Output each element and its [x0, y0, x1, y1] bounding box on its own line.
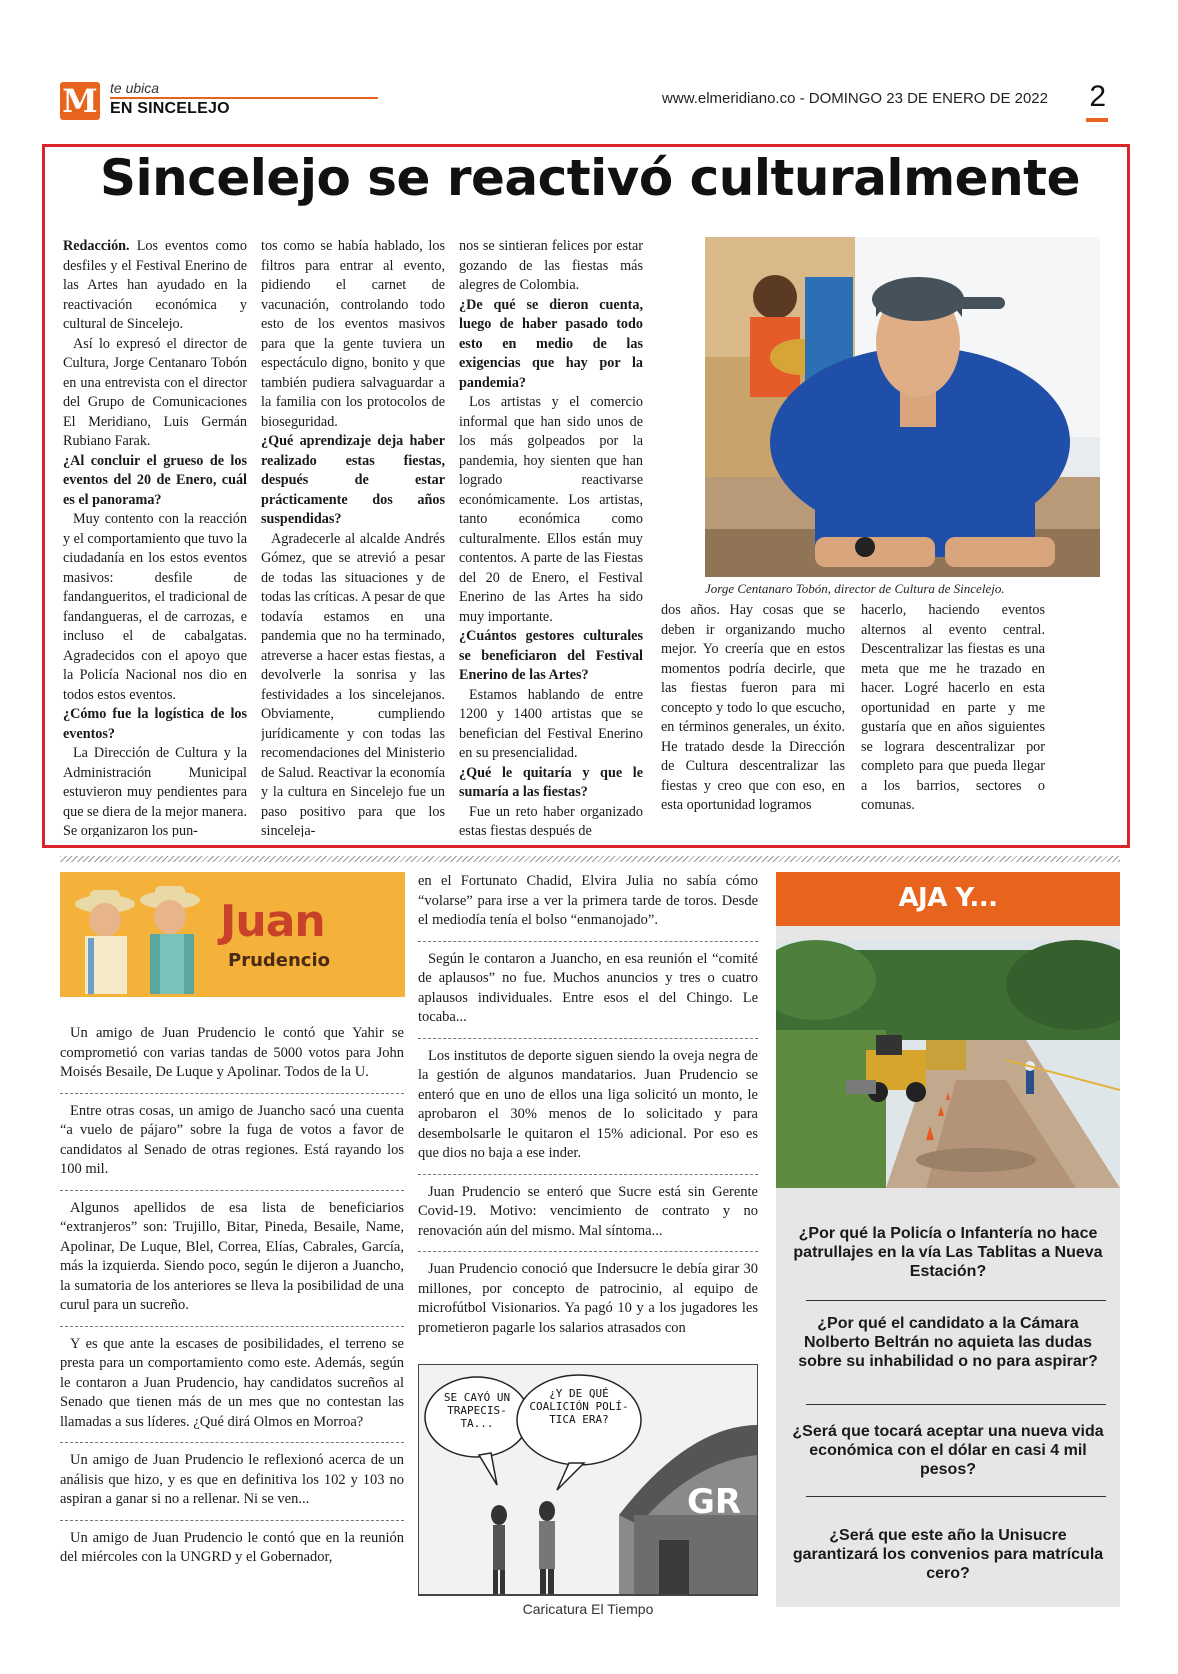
interview-question: ¿Qué aprendizaje deja haber realizado estas fiestas, después de estar prácticamente dos años suspendidas?: [261, 433, 445, 527]
gossip-item: Algunos apellidos de esa lista de beneficiarios “extranjeros” son: Trujillo, Bitar, Pineda, Besaile, Name, Apolinar, De Luque, Blel, Correa, Elías, Cabrales, García, más la izquierda. Siendo poco, según le dijeron a Juancho, la sumatoria de los anteriores se lleva la posibilidad de una curul para un sucreño.: [60, 1191, 404, 1327]
featured-article: [42, 144, 1130, 848]
cartoon-art: [419, 1365, 758, 1596]
gossip-item: Y es que ante la escases de posibilidades, el terreno se presta para un comportamiento como este. Además, según le contaron a Juan Prudencio, hay candidatos sucreños al Senado que tienen más de un mes que no contestan las llamadas a sus líderes. ¿Qué dirá Olmos en Morroa?: [60, 1327, 404, 1444]
article-paragraph: hacerlo, haciendo eventos alternos al evento central. Descentralizar las fiestas es una meta que me he trazado en hacer. Logré hacerlo en esta oportunidad en parte y me gustaría que en años siguientes se lograra descentralizar por completo para que pueda llegar a los barrios, sectores o comunas.: [861, 602, 1045, 813]
question-separator: [806, 1300, 1106, 1301]
sidebar-question: ¿Será que este año la Unisucre garantizará los convenios para matrícula cero?: [792, 1527, 1104, 1582]
sidebar-title: AJA Y...: [776, 872, 1120, 926]
column-title: Juan: [220, 896, 325, 947]
article-paragraph: Los artistas y el comercio informal que han sido unos de los más golpeados por la pandemia, hoy sienten que han logrado reactivarse económicamente. Los artistas, tanto económica como culturalmente. Ellos están muy contentos. A parte de las Fiestas del 20 de Enero, el Festival Enerino de las Artes ha sido muy importante.: [459, 394, 643, 625]
sidebar-question: ¿Por qué el candidato a la Cámara Nolberto Beltrán no aquieta las dudas sobre su inhabilidad o no para aspirar?: [798, 1315, 1098, 1370]
juan-prudencio-banner: [60, 872, 405, 997]
gossip-item: en el Fortunato Chadid, Elvira Julia no sabía cómo “volarse” para irse a ver la primera tarde de toros. Desde el mediodía tenía el bolso “enmanojado”.: [418, 864, 758, 942]
article-paragraph: Fue un reto haber organizado estas fiestas después de: [459, 803, 643, 837]
interview-question: ¿Qué le quitaría y que le sumaría a las fiestas?: [459, 764, 643, 800]
column-subtitle: Prudencio: [228, 950, 330, 971]
dateline: www.elmeridiano.co - DOMINGO 23 DE ENERO DE 2022: [662, 90, 1048, 107]
section-kicker: te ubica: [110, 80, 160, 96]
gossip-item: Juan Prudencio conoció que Indersucre le debía girar 30 millones, por concepto de patrocinio, al equipo de microfútbol Visionarios. Ya pagó 10 y a los jugadores les prometieron pagarle los salarios atrasados con: [418, 1261, 758, 1336]
gossip-item: Según le contaron a Juancho, en esa reunión el “comité de aplausos” no fue. Muchos anuncios y tres o cuatro aplausos individuales. Entre esos el del Chingo. Le tocaba...: [418, 942, 758, 1039]
editorial-cartoon[interactable]: [418, 1364, 758, 1596]
article-paragraph: dos años. Hay cosas que se deben ir organizando mucho mejor. Yo creería que en estos momentos podría decirle, que las fiestas fueron para mi concepto y todo lo que escucho, en términos generales, un éxito. He tratado desde la Dirección de Cultura descentralizar las fiestas y creo que con eso, en esta oportunidad logramos: [661, 602, 845, 813]
sidebar-question: ¿Será que tocará aceptar una nueva vida económica con el dólar en casi 4 mil pesos?: [792, 1423, 1104, 1478]
section-name: EN SINCELEJO: [110, 100, 230, 117]
article-column-2: [261, 237, 445, 837]
road-works-art: [776, 940, 1120, 1188]
interview-question: ¿Cómo fue la logística de los eventos?: [63, 706, 247, 742]
photo-caption: Jorge Centanaro Tobón, director de Cultura de Sincelejo.: [705, 581, 1005, 596]
interviewee-photo[interactable]: [705, 237, 1100, 577]
juan-prudencio-column-2: [418, 864, 758, 1348]
gossip-item: Un amigo de Juan Prudencio le contó que en la reunión del miércoles con la UNGRD y el Gobernador,: [60, 1529, 404, 1565]
interview-question: ¿Cuántos gestores culturales se beneficiaron del Festival Enerino de las Artes?: [459, 628, 643, 683]
article-paragraph: tos como se había hablado, los filtros para entrar al evento, pidiendo el carnet de vacunación, controlando todo esto de los eventos masivos para que la gente tuviera un espectáculo digno, bonito y que también pudiera salvaguardar a la familia con los protocolos de bioseguridad.: [261, 238, 445, 430]
cartoon-bubble-left: SE CAYÓ UN TRAPECIS-TA...: [443, 1391, 511, 1430]
road-works-photo[interactable]: [776, 940, 1120, 1188]
article-paragraph: La Dirección de Cultura y la Administración Municipal estuvieron muy pendientes para que se diera de la mejor manera. Se organizaron los pun-: [63, 745, 247, 837]
article-paragraph: Agradecerle al alcalde Andrés Gómez, que se atrevió a pesar de todas las situaciones y de todas las críticas. A pesar de que todavía estamos en una pandemia que no ha terminado, atreverse a hacer estas fiestas, a devolverle la sonrisa y las festividades a los sincelejanos. Obviamente, cumpliendo jurídicamente y con todas las recomendaciones del Ministerio de Salud. Reactivar la economía y la cultura en Sincelejo fue un paso positivo para que los sinceleja-: [261, 530, 445, 837]
gossip-item: Un amigo de Juan Prudencio le reflexionó acerca de un análisis que hizo, y es que en definitiva los 102 y 103 no aspiran a ganar si no a rellenar. Ni se ven...: [60, 1443, 404, 1521]
section-rule: [110, 97, 378, 99]
article-lead: Redacción. Los eventos como desfiles y el Festival Enerino de las Artes han ayudado en la reactivación económica y cultural de Sincelejo.: [63, 238, 247, 332]
cartoon-credit: Caricatura El Tiempo: [522, 1601, 654, 1617]
page-number-rule: [1086, 118, 1108, 122]
page-number: 2: [1089, 80, 1106, 113]
article-column-1: [63, 237, 247, 837]
question-separator: [806, 1404, 1106, 1405]
newspaper-logo[interactable]: M: [60, 82, 100, 120]
gossip-item: Entre otras cosas, un amigo de Juancho sacó una cuenta “a vuelo de pájaro” sobre la fuga de votos a favor de candidatos al Senado de otras regiones. Está rayando los 100 mil.: [60, 1094, 404, 1191]
gossip-item: Un amigo de Juan Prudencio le contó que Yahir se comprometió con varias tandas de 5000 votos para John Moisés Besaile, De Luque y Apolinar. Todos de la U.: [60, 1016, 404, 1094]
circus-sign-text: GR: [687, 1482, 742, 1522]
interview-question: ¿Al concluir el grueso de los eventos del 20 de Enero, cuál es el panorama?: [63, 452, 247, 508]
interviewee-photo-art: [705, 237, 1100, 577]
article-column-4: [661, 601, 845, 831]
article-column-3: [459, 237, 643, 837]
article-paragraph: Muy contento con la reacción y el comportamiento que tuvo la ciudadanía en los estos eventos masivos: desfile de fandangueritos, el tradicional de fandangueras, el de carrozas, e incluso el de cabalgatas. Agradecidos con el apoyo que la Policía Nacional nos dio en todos estos eventos.: [63, 511, 247, 703]
gossip-item: Los institutos de deporte siguen siendo la oveja negra de la gestión de algunos mandatarios. Juan Prudencio se enteró que en uno de ellos una liga solicitó un monto, le aprobaron el 30% menos de lo solicitado y para desembolsarle le quitaron el 15% adicional. Por eso es que dios no baja a ese inder.: [418, 1039, 758, 1175]
juan-prudencio-column-1: [60, 1016, 404, 1578]
aja-y-sidebar: [776, 872, 1120, 1607]
article-headline: Sincelejo se reactivó culturalmente: [100, 149, 1080, 207]
gossip-item: Juan Prudencio se enteró que Sucre está sin Gerente Covid-19. Motivo: vencimiento de contrato y no renovación aún del mismo. Mal síntoma...: [418, 1175, 758, 1253]
page-header: [60, 80, 1120, 130]
section-divider: [60, 856, 1120, 862]
question-separator: [806, 1496, 1106, 1497]
article-paragraph: Así lo expresó el director de Cultura, Jorge Centanaro Tobón en una entrevista con el director del Grupo de Comunicaciones El Meridiano, Luis Germán Rubiano Farak.: [63, 335, 247, 449]
juan-prudencio-illustration: [60, 872, 220, 997]
article-column-5: [861, 601, 1045, 831]
article-paragraph: nos se sintieran felices por estar gozando de las fiestas más alegres de Colombia.: [459, 238, 643, 293]
sidebar-question: ¿Por qué la Policía o Infantería no hace patrullajes en la vía Las Tablitas a Nueva Estación?: [793, 1225, 1103, 1280]
article-paragraph: Estamos hablando de entre 1200 y 1400 artistas que se benefician del Festival Enerino en su presencialidad.: [459, 686, 643, 761]
cartoon-bubble-right: ¿Y DE QUÉ COALICIÓN POLÍ-TICA ERA?: [529, 1387, 629, 1426]
interview-question: ¿De qué se dieron cuenta, luego de haber pasado todo esto en medio de las exigencias que hay por la pandemia?: [459, 296, 643, 391]
